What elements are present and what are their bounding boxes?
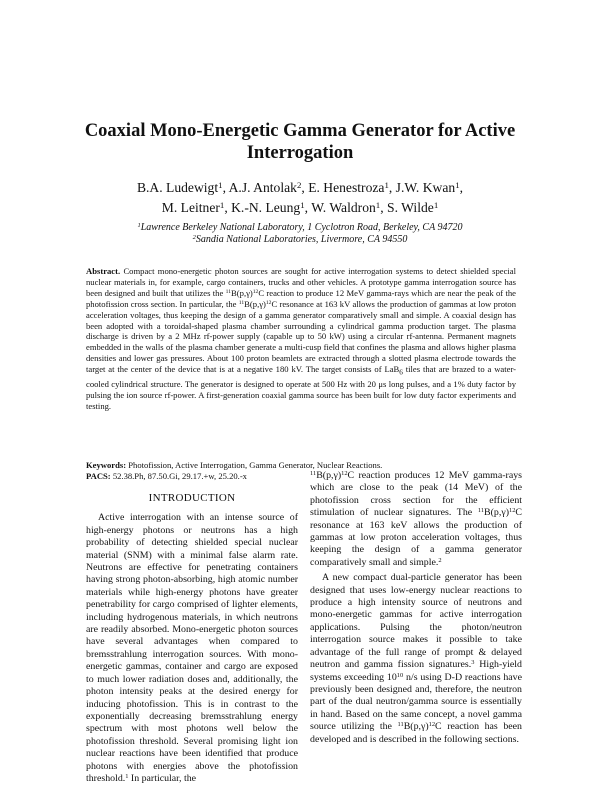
affiliation-line: $^1$Lawrence Berkeley National Laboratory, 1 Cyclotron Road, Berkeley, CA 94720 <box>137 222 463 233</box>
keywords-line: Keywords: Photofission, Active Interrogation, Gamma Generator, Nuclear Reactions. <box>86 460 383 470</box>
author-affiliation-mark: 1 <box>384 180 389 191</box>
author-name: B.A. Ludewigt <box>136 180 219 195</box>
left-column <box>86 492 298 785</box>
right-column <box>310 470 522 746</box>
author-affiliation-mark: 1 <box>375 200 381 211</box>
paper-title: Coaxial Mono-Energetic Gamma Generator for Active Interrogation <box>84 121 516 163</box>
author-list: B.A. Ludewigt$^1$, A.J. Antolak$^2$, E. Henestroza$^1$, J.W. Kwan$^1$, M. Leitner$^1$, K.-N. Leung$^1$, W. Waldron$^1$, S. Wilde$^1$ <box>136 180 464 215</box>
affiliations <box>60 222 540 246</box>
author-affiliation-mark: 1 <box>300 200 305 211</box>
affiliation-line: $^2$Sandia National Laboratories, Livermore, CA 94550 <box>192 234 408 245</box>
author-name: W. Waldron <box>311 200 376 215</box>
section-heading-introduction: INTRODUCTION <box>148 492 236 504</box>
right-paragraph: A new compact dual-particle generator has been designed that uses low-energy nuclear reactions to produce a high intensity source of neutrons and mono-energetic gammas for active interrogation applications. Pulsing the photon/neutron interrogation source makes it possible to take advantage of the full range of prompt & delayed neutron and gamma fission signatures.$^3$ High-yield systems exceeding $10^{10}$ n/s using D-D reactions have previously been designed and, therefore, the neutron part of the dual neutron/gamma source is essentially in hand. Based on the same concept, a novel gamma source utilizing the $^{11}B(p,\gamma)^{12}C$ reaction has been developed and is described in the following sections. <box>310 572 522 745</box>
author-affiliation-mark: 1 <box>219 200 225 211</box>
abstract: Abstract. Compact mono-energetic photon sources are sought for active interrogation systems to detect shielded special nuclear materials in, for example, cargo containers, trucks and other vehicles. A prototype gamma interrogation source has been designed and built that utilizes the $^{11}B(p,\gamma)^{12}C$ reaction to produce 12 MeV gamma-rays which are near the peak of the photofission cross section. In particular, the $^{11}B(p,\gamma)^{12}C$ resonance at 163 kV allows the production of gammas at low proton acceleration voltages, thus keeping the design of a gamma generator comparatively small and simple. A coaxial design has been adopted with a toroidal-shaped plasma chamber surrounding a cylindrical gamma production target. The plasma discharge is driven by a 2 MHz rf-power supply (capable up to 50 kW) using a circular rf-antenna. Permanent magnets embedded in the walls of the plasma chamber generate a multi-cusp field that confines the plasma and allows higher plasma densities and lower gas pressures. About 100 proton beamlets are extracted through a slotted plasma electrode towards the target at the center of the device that is at a negative 180 kV. The target consists of LaB$_6$ tiles that are brazed to a water-cooled cylindrical structure. The generator is designed to operate at 500 Hz with 20 μs long pulses, and a 1% duty factor by pulsing the ion source rf-power. A first-generation coaxial gamma source has been built for low duty factor experiments and testing. <box>86 266 517 411</box>
author-name: E. Henestroza <box>308 180 385 195</box>
author-name: J.W. Kwan <box>395 180 456 195</box>
abstract-label: Abstract. <box>86 266 121 276</box>
right-paragraph: $^{11}B(p,\gamma)^{12}C$ reaction produces 12 MeV gamma-rays which are close to the peak (14 MeV) of the photofission cross section for the efficient stimulation of nuclear signatures. The $^{11}B(p,\gamma)^{12}C$ resonance at 163 keV allows the production of gammas at low proton acceleration voltages, thus keeping the design of a gamma generator comparatively small and simple.$^2$ <box>310 470 522 568</box>
author-affiliation-mark: 1 <box>433 200 439 211</box>
author-name: A.J. Antolak <box>228 180 297 195</box>
author-affiliation-mark: 1 <box>455 180 460 191</box>
pacs-line: PACS: 52.38.Ph, 87.50.Gi, 29.17.+w, 25.20.-x <box>86 470 247 481</box>
author-name: M. Leitner <box>161 200 220 215</box>
author-name: K.-N. Leung <box>231 200 301 215</box>
author-name: S. Wilde <box>387 200 434 215</box>
author-affiliation-mark: 2 <box>296 180 302 191</box>
author-affiliation-mark: 1 <box>218 180 223 191</box>
intro-paragraph: Active interrogation with an intense source of high-energy photons or neutrons has a high probability of detecting shielded special nuclear material (SNM) with a minimal false alarm rate. Neutrons are effective for penetrating containers having strong photon-absorbing, high atomic number materials while high-energy photons have greater penetrability for cargo comprised of lighter elements, including hydrogenous materials, in which neutrons are readily absorbed. Mono-energetic photon sources have several advantages when compared to bremsstrahlung interrogation sources. With mono-energetic gammas, container and cargo are exposed to much lower radiation doses and, additionally, the photon intensity peaks at the desired energy for inducing photofission. This is in contrast to the exponentially decreasing bremsstrahlung energy spectrum with most photons well below the photofission threshold. Several promising light ion nuclear reactions have been identified that produce photons with energies above the photofission threshold.$^1$ In particular, the <box>86 512 298 784</box>
